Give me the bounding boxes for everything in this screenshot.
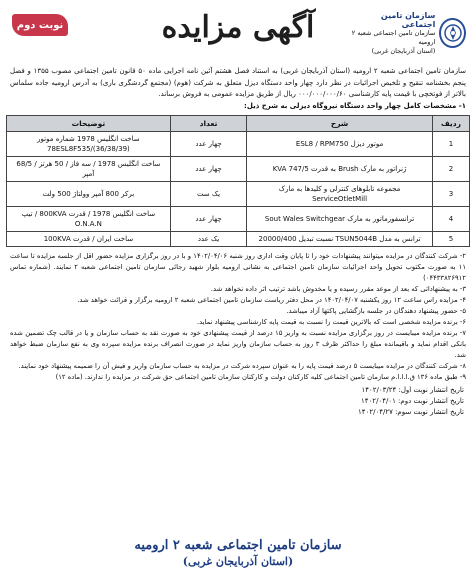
cell-notes: ساخت انگلیس 1978 شماره موتور 78ESL8F535/(36/38/39) — [7, 132, 171, 157]
header-quantity: تعداد — [170, 116, 246, 132]
term-item: ۴- مزایده راس ساعت ۱۲ روز یکشنبه ۱۴۰۲/۰۴/۰۷ در محل دفتر ریاست سازمان تامین اجتماعی شعبه ۲ ارومیه برگزار و قرائت خواهد شد. — [77, 296, 466, 304]
intro-section — [6, 66, 470, 112]
term-item: ۵- حضور پیشنهاد دهندگان در جلسه بازگشایی پاکتها آزاد میباشد. — [286, 307, 466, 315]
items-subtitle: ۱- مشخصات کامل چهار واحد دستگاه نیروگاه دیزلی به شرح ذیل: — [244, 101, 466, 110]
cell-description: ترانسفورماتور به مارک Sout Wales Switchgear — [247, 207, 433, 232]
header-row-number: ردیف — [432, 116, 469, 132]
table-row — [7, 157, 470, 182]
cell-description: مجموعه تابلوهای کنترلی و کلیدها به مارک ServiceOtletMill — [247, 182, 433, 207]
cell-row-number: 4 — [432, 207, 469, 232]
term-item: ۹- طبق ماده ۱۳۶ ق.ا.ا.ا.م سازمان تامین اجتماعی کلیه کارکنان دولت و کارکنان سازمان تامین اجتماعی حق شرکت در مزایده را ندارند. (ماده ۱۲) — [55, 373, 466, 381]
cell-quantity: چهار عدد — [170, 157, 246, 182]
cell-notes: ساخت ایران / قدرت 100KVA — [7, 232, 171, 247]
logo-org-name: سازمان تامین اجتماعی — [380, 10, 436, 29]
footer-signature — [0, 538, 476, 568]
cell-row-number: 5 — [432, 232, 469, 247]
footer-org: سازمان تامین اجتماعی شعبه ۲ ارومیه — [134, 538, 342, 553]
cell-description: ژنراتور به مارک Brush به قدرت KVA 747/5 — [247, 157, 433, 182]
table-row — [7, 207, 470, 232]
logo-region: (استان آذربایجان غربی) — [371, 46, 436, 55]
cell-quantity: یک ست — [170, 182, 246, 207]
cell-quantity: چهار عدد — [170, 132, 246, 157]
cell-row-number: 3 — [432, 182, 469, 207]
header-notes: توضیحات — [7, 116, 171, 132]
term-item: ۷- برنده مزایده میبایست در روز برگزاری مزایده نسبت به واریز ۱۵ درصد از قیمت پیشنهادی خود به صورت نقد به حساب سازمان و یا در قالب چک تضمین شده بانکی اقدام نماید و باقیمانده مبلغ را حداکثر ظرف ۳ روز به حساب سازمان واریز نماید در صورت انصراف برنده مزایده سپرده وی به نفع سازمان ضبط خواهد شد. — [10, 329, 466, 359]
page-title: آگهی مزایده — [161, 10, 315, 45]
term-item: ۳- به پیشنهاداتی که بعد از موعد مقرر رسیده و یا مخدوش باشد ترتیب اثر داده نخواهد شد. — [210, 285, 466, 293]
date-third: تاریخ انتشار نوبت سوم: ۱۴۰۲/۰۴/۲۷ — [358, 408, 464, 416]
date-first: تاریخ انتشار نوبت اول: ۱۴۰۲/۰۳/۲۴ — [361, 386, 464, 394]
cell-notes: ساخت انگلیس 1978 / سه فاز / 50 هرتز / 68/5 آمپر — [7, 157, 171, 182]
term-item: ۲- شرکت کنندگان در مزایده میتوانند پیشنهادات خود را تا پایان وقت اداری روز شنبه ۱۴۰۲/۰۴/۰۶ و با در روز برگزاری مزایده حضور اقل از جلسه مزایده تا ساعت ۱۱ به صورت مکتوب تحویل واحد اجرائیات سازمان تامین اجتماعی به نشانی ارومیه بلوار شهید رجائی سازمان تامین اجتماعی شعبه ۲ نمایند. (شماره تماس ۰۴۴۳۳۸۲۶۹۱۲) — [10, 252, 466, 282]
cell-row-number: 2 — [432, 157, 469, 182]
table-row — [7, 132, 470, 157]
table-row — [7, 182, 470, 207]
cell-notes: برکر 800 آمپر وولتاژ 500 ولت — [7, 182, 171, 207]
cell-row-number: 1 — [432, 132, 469, 157]
cell-quantity: یک عدد — [170, 232, 246, 247]
header-description: شرح — [247, 116, 433, 132]
term-item: ۸- شرکت کنندگان در مزایده میبایست ۵ درصد قیمت پایه را به عنوان سپرده شرکت در مزایده به حساب سازمان واریز و فیش آن را ضمیمه پیشنهاد خود نمایند. — [18, 362, 466, 370]
term-item: ۶- برنده مزایده شخصی است که بالاترین قیمت را نسبت به قیمت پایه کارشناسی پیشنهاد نماید. — [196, 318, 466, 326]
cell-quantity: چهار عدد — [170, 207, 246, 232]
intro-paragraph: سازمان تامین اجتماعی شعبه ۲ ارومیه (استان آذربایجان غربی) به استناد فصل هشتم آئین نامه اجرایی ماده ۵۰ قانون تامین اجتماعی مصوب ۱۳۵۵ و فصل پنجم بخشنامه تنقیح و تلخیص اجرائیات در نظر دارد چهار واحد دستگاه دیزل متعلق به شرکت (هوم) (مجتمع گردشگری باری) به آدرس ارومیه جاده سلماس بالاتر از فوتخچی با قیمت پایه کارشناسی ۰۰۰/۰۰۰/۰۰۰/۶۰ ریال از طریق مزایده عمومی به فروش برساند. — [10, 67, 466, 98]
logo-branch: سازمان تامین اجتماعی شعبه ۲ ارومیه — [351, 28, 436, 46]
items-table — [6, 115, 470, 247]
cell-notes: ساخت انگلیس 1978 / قدرت 800KVA / تیپ O.N.A.N — [7, 207, 171, 232]
terms-section — [6, 251, 470, 383]
cell-description: ترانس به مدل TSUN5044B نسبت تبدیل 20000/400 — [247, 232, 433, 247]
publication-dates — [6, 385, 470, 418]
cell-description: موتور دیزل ESL8 / RPM750 — [247, 132, 433, 157]
table-header-row — [7, 116, 470, 132]
header — [6, 4, 470, 64]
footer-region: (استان آذربایجان غربی) — [182, 555, 294, 568]
round-badge: نوبت دوم — [12, 14, 68, 36]
table-row — [7, 232, 470, 247]
date-second: تاریخ انتشار نوبت دوم: ۱۴۰۲/۰۴/۰۱ — [361, 397, 464, 405]
